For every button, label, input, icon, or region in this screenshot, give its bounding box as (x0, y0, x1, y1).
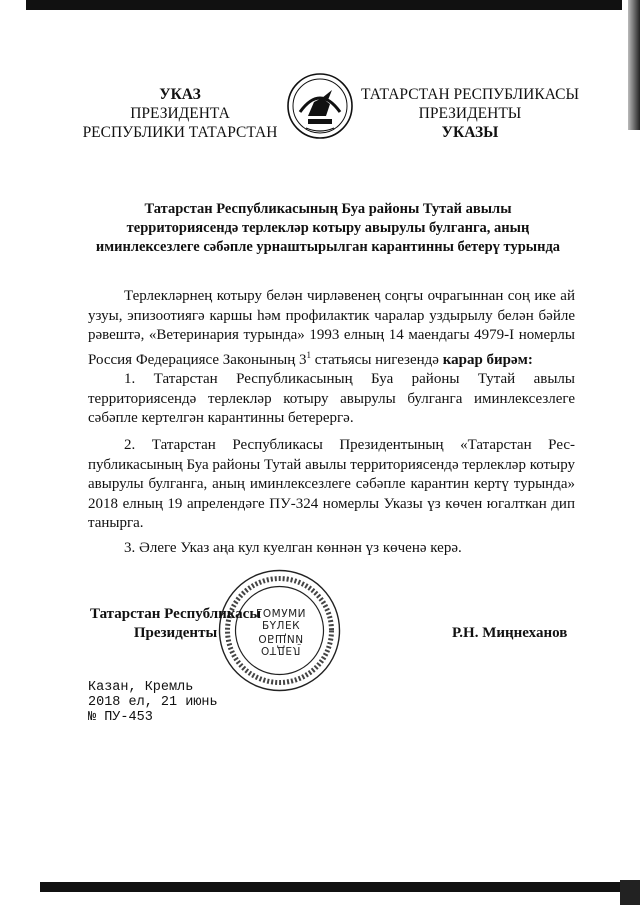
clause-2: 2. Татарстан Республикасы Президентының «Татарстан Рес-публикасының Буа районы Тутай авылы территориясендә терлекләр котыру авырулы булганга, аның иминлексезлеге сәбәпле карантин кертү турында» 2018 елның 19 апрелендәге ПУ-324 номерлы Указы үз көчен югалткан дип танырга. (88, 437, 575, 531)
stamp-line2: БҮЛЕК (261, 620, 301, 632)
preamble-paragraph (88, 287, 575, 370)
header-right-line2: ПРЕЗИДЕНТЫ (418, 105, 522, 122)
issue-number: № ПУ-453 (88, 710, 153, 725)
title-line1: Татарстан Республикасының Буа районы Тутай авылы (144, 201, 512, 217)
header-right-line3: УКАЗЫ (441, 124, 499, 141)
header-left (80, 85, 280, 142)
scan-edge-bottom-right (620, 880, 640, 905)
signatory-line1: Татарстан Республикасы (89, 606, 262, 622)
header-right-line1: ТАТАРСТАН РЕСПУБЛИКАСЫ (361, 86, 579, 103)
preamble-tail: статьясы нигезендә (310, 351, 443, 368)
preamble-text: Терлекләрнең котыру белән чирләвенең соңгы очрагыннан соң ике ай узуы, эпизоотиягә каршы һәм профилактик чаралар уздырылу белән бәйле рәвештә, «Ветеринария турында» 1993 елның 14 маендагы 4979-I номерлы Россия Федерациясе Законының 3 (88, 288, 575, 368)
scan-edge-right (628, 0, 640, 130)
stamp-line4: ОТДЕЛ (261, 644, 301, 656)
header-left-line1: УКАЗ (159, 86, 201, 103)
clause-1: 1. Татарстан Республикасының Буа районы Тутай авылы территориясендә терлекләр котыру авырулы булганга иминлексезлеге сәбәпле кертелгән карантинны бетерергә. (88, 371, 575, 426)
coat-of-arms-emblem (286, 72, 354, 140)
decree-title (88, 200, 568, 257)
stamp-line1: ГОМУМИ (255, 608, 307, 620)
signatory-name: Р.Н. Миңнеханов (452, 625, 568, 641)
signatory-line2: Президенты (133, 625, 218, 641)
issue-details (88, 680, 218, 725)
article-superscript: 1 (306, 349, 311, 360)
title-line3: иминлексезлеге сәбәпле урнаштырылган карантинны бетерү турында (95, 239, 561, 255)
issue-place: Казан, Кремль (88, 680, 194, 695)
scan-edge-top (26, 0, 622, 10)
signatory-title (88, 605, 263, 643)
stamp-line3: ОБЩИЙ (258, 632, 304, 644)
header-left-line3: РЕСПУБЛИКИ ТАТАРСТАН (82, 124, 278, 141)
title-line2: территориясендә терлекләр котыру авырулы булганга, аның (126, 220, 530, 236)
issue-date: 2018 ел, 21 июнь (88, 695, 218, 710)
scan-edge-bottom (40, 882, 620, 892)
header-left-line2: ПРЕЗИДЕНТА (130, 105, 230, 122)
decision-phrase: карар бирәм: (442, 351, 533, 368)
clause-3: 3. Әлеге Указ аңа кул куелган көннән үз көченә керә. (124, 540, 462, 556)
header-right (360, 85, 580, 142)
